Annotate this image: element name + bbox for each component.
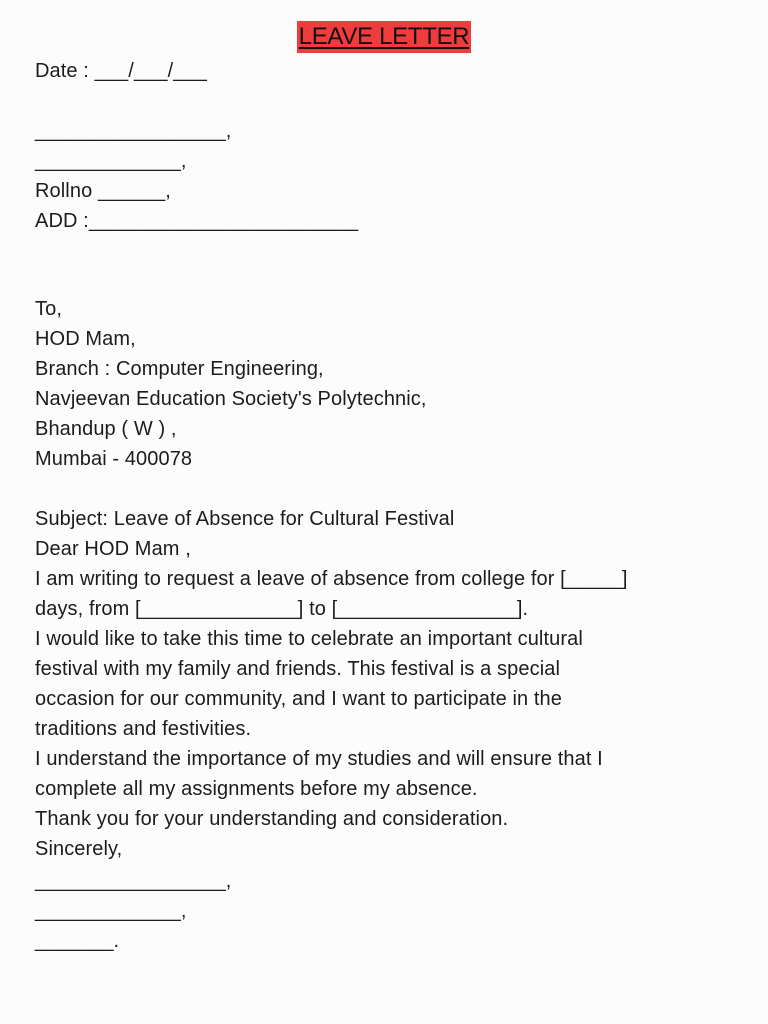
signature-class-blank: _____________, xyxy=(35,900,187,922)
recipient-city: Mumbai - 400078 xyxy=(35,448,193,470)
body-line: traditions and festivities. xyxy=(35,718,252,740)
title-container xyxy=(0,21,768,53)
body-line: I understand the importance of my studies and will ensure that I xyxy=(35,748,603,770)
sender-address: ADD :________________________ xyxy=(35,210,359,232)
signature-name-blank: _________________, xyxy=(35,870,232,892)
body-line: occasion for our community, and I want to participate in the xyxy=(35,688,563,710)
body-line: Thank you for your understanding and consideration. xyxy=(35,808,509,830)
recipient-to: To, xyxy=(35,298,62,320)
sender-rollno: Rollno ______, xyxy=(35,180,171,202)
closing: Sincerely, xyxy=(35,838,123,860)
salutation: Dear HOD Mam , xyxy=(35,538,191,560)
subject-line: Subject: Leave of Absence for Cultural Festival xyxy=(35,508,455,530)
body-line: complete all my assignments before my absence. xyxy=(35,778,478,800)
sender-class-blank: _____________, xyxy=(35,150,187,172)
body-line: I would like to take this time to celebrate an important cultural xyxy=(35,628,583,650)
date-line: Date : ___/___/___ xyxy=(35,60,207,82)
recipient-name: HOD Mam, xyxy=(35,328,136,350)
body-line: days, from [______________] to [________________]. xyxy=(35,598,529,620)
body-line: I am writing to request a leave of absence from college for [_____] xyxy=(35,568,628,590)
letter-title: LEAVE LETTER xyxy=(297,21,472,53)
recipient-locality: Bhandup ( W ) , xyxy=(35,418,177,440)
signature-rollno-blank: _______. xyxy=(35,930,120,952)
sender-name-blank: _________________, xyxy=(35,120,232,142)
recipient-institution: Navjeevan Education Society's Polytechnic, xyxy=(35,388,427,410)
recipient-branch: Branch : Computer Engineering, xyxy=(35,358,324,380)
body-line: festival with my family and friends. This festival is a special xyxy=(35,658,561,680)
